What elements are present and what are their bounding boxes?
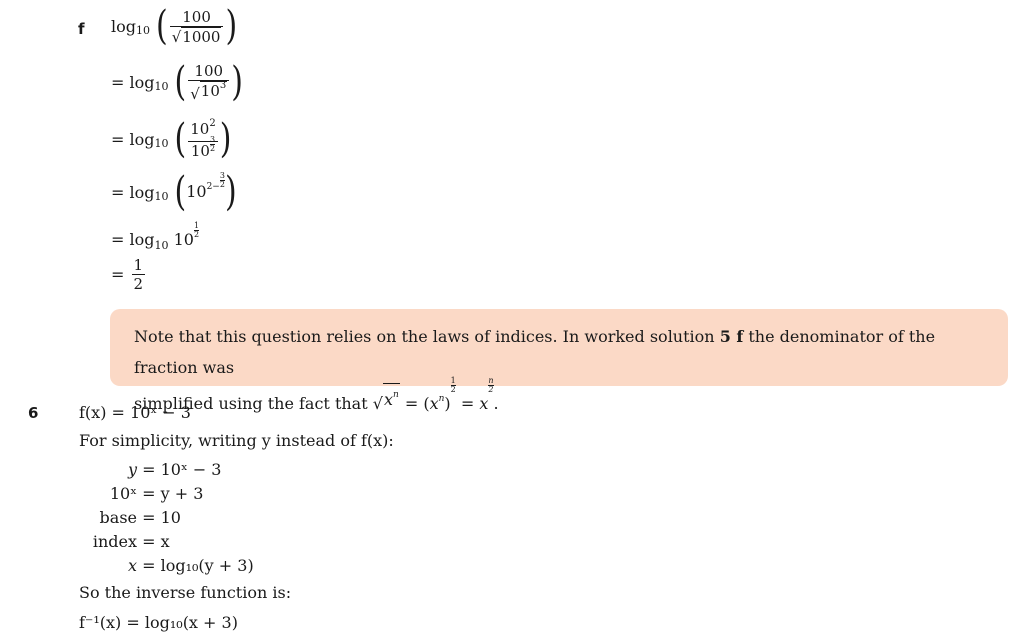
open-paren: ( [156, 2, 168, 50]
note-line-2: simplified using the fact that √ $x^n$ = $(x^n)$ $\frac{1}{2}$ = x $\frac{n}{2}$ . [134, 383, 994, 423]
result-fraction: $\frac{1}{2}$ [133, 256, 144, 293]
q6-intro: For simplicity, writing y instead of f(x): [79, 431, 394, 450]
numerator: 100 [182, 8, 211, 26]
q6-function: f(x) = 10ˣ − 3 [79, 403, 191, 422]
equation-line-5: = $\log_{10} 10$ $\frac{1}{2}$ [111, 221, 200, 252]
equation-line-4: = log 10 ( $10^{2- \frac{3}{2}}$ ) [111, 168, 237, 216]
fraction [170, 8, 224, 46]
equals-sign: = [111, 72, 125, 92]
equation-line-3: = log 10 ( $10^2$ 10 $\frac{3}{2}$ ) [111, 115, 232, 163]
step-row: index = x [92, 532, 170, 551]
question-label-5f: f [78, 20, 85, 38]
q6-final-answer: f⁻¹(x) = log₁₀(x + 3) [79, 613, 238, 632]
note-line-1: Note that this question relies on the laws of indices. In worked solution 5 f the denominator of the fraction was [134, 327, 936, 377]
radicand: 1000 [182, 28, 221, 46]
log-text: log [111, 17, 136, 36]
sqrt: √ 1000 [171, 28, 221, 46]
q6-conclusion: So the inverse function is: [79, 583, 292, 602]
step-row: y = 10ˣ − 3 [127, 460, 222, 479]
note-text [134, 321, 994, 423]
equation-line-6: = $\frac{1}{2}$ [111, 256, 144, 293]
note-box [110, 309, 1008, 413]
step-row: base = 10 [99, 508, 181, 527]
note-sqrt: √ $x^n$ [373, 383, 400, 419]
equation-line-2: = log 10 ( 100 √ $10^3$ ) [111, 58, 243, 106]
q6-steps [79, 460, 339, 580]
equation-line-1 [111, 2, 238, 50]
note-bold-ref: 5 f [719, 327, 744, 346]
close-paren: ) [225, 2, 238, 50]
question-label-6: 6 [28, 404, 39, 422]
step-row: x = log₁₀(y + 3) [127, 556, 254, 575]
log-base: 10 [136, 24, 150, 37]
step-row: 10ˣ = y + 3 [109, 484, 204, 503]
